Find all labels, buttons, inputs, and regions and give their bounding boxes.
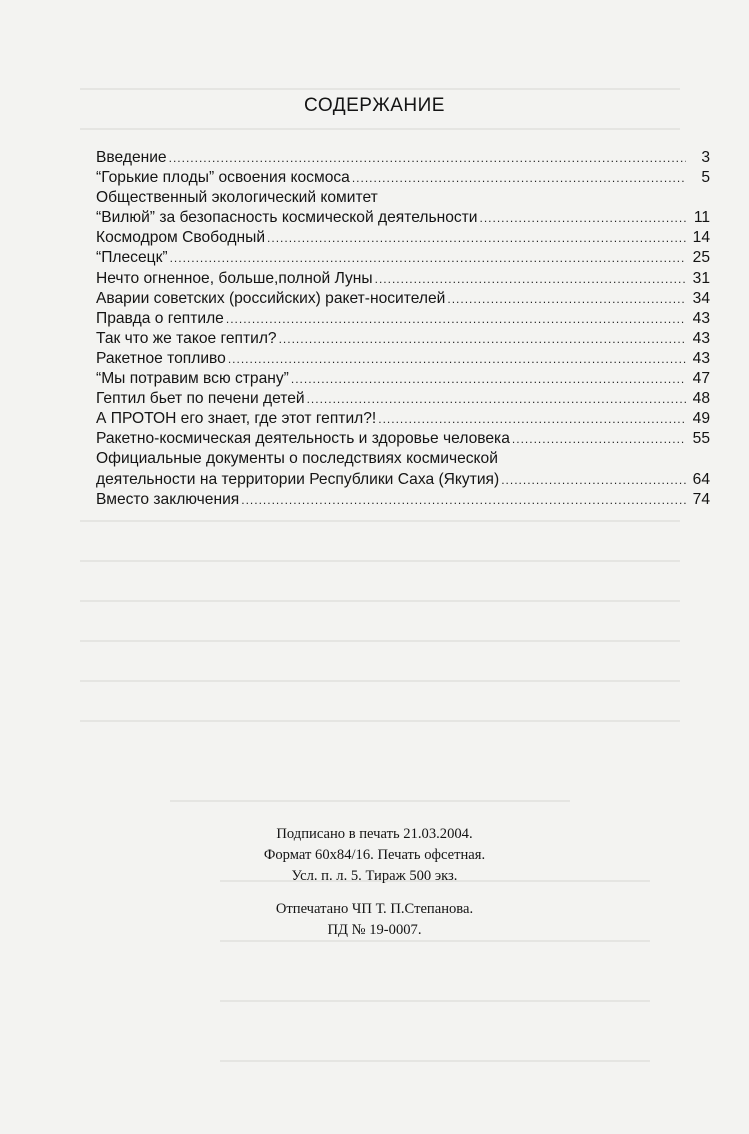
toc-page-number: 64 xyxy=(692,470,710,488)
toc-entry-title: Ракетное топливо xyxy=(96,349,226,367)
toc-leader-dots xyxy=(480,208,686,228)
toc-entry xyxy=(96,329,710,349)
toc-leader-dots xyxy=(228,349,686,369)
toc-leader-dots xyxy=(170,248,686,268)
toc-entry-title: Аварии советских (российских) ракет-носителей xyxy=(96,289,446,307)
toc-leader-dots xyxy=(169,148,686,168)
toc-leader-dots xyxy=(447,289,686,309)
bleed-through-line xyxy=(220,1060,650,1062)
bleed-through-line xyxy=(80,520,680,522)
toc-entry-title: Общественный экологический комитет xyxy=(96,189,378,207)
bleed-through-line xyxy=(80,640,680,642)
toc-entry-title: “Вилюй” за безопасность космической деятельности xyxy=(96,209,478,227)
toc-line xyxy=(96,389,710,409)
toc-entry xyxy=(96,490,710,510)
toc-page-number: 3 xyxy=(701,149,710,166)
toc-entry-title: “Горькие плоды” освоения космоса xyxy=(96,169,350,187)
toc-entry xyxy=(96,228,710,248)
toc-entry xyxy=(96,449,710,489)
toc-entry xyxy=(96,168,710,188)
toc-line xyxy=(96,228,710,248)
toc-leader-dots xyxy=(279,329,686,349)
table-of-contents xyxy=(96,148,710,510)
toc-entry-title: Космодром Свободный xyxy=(96,229,266,247)
toc-entry xyxy=(96,269,710,289)
toc-entry xyxy=(96,429,710,449)
toc-leader-dots xyxy=(267,228,686,248)
toc-line xyxy=(96,269,710,289)
toc-line xyxy=(96,349,710,369)
toc-page-number: 43 xyxy=(692,349,710,367)
toc-leader-dots xyxy=(226,309,686,329)
toc-line xyxy=(96,429,710,449)
toc-page-number: 43 xyxy=(692,329,710,347)
toc-entry xyxy=(96,188,710,228)
toc-leader-dots xyxy=(352,168,686,188)
bleed-through-line xyxy=(80,680,680,682)
toc-entry-title: “Мы потравим всю страну” xyxy=(96,370,289,388)
bleed-through-line xyxy=(80,560,680,562)
toc-entry-title: Вместо заключения xyxy=(96,490,240,508)
toc-leader-dots xyxy=(375,269,686,289)
toc-entry-title: Так что же такое гептил? xyxy=(96,329,277,347)
toc-title: СОДЕРЖАНИЕ xyxy=(304,95,445,116)
toc-entry-title: деятельности на территории Республики Саха (Якутия) xyxy=(96,470,500,488)
toc-line xyxy=(96,309,710,329)
toc-entry-title: Официальные документы о последствиях космической xyxy=(96,450,498,468)
toc-entry-title: Ракетно-космическая деятельность и здоровье человека xyxy=(96,430,510,448)
toc-leader-dots xyxy=(501,470,686,490)
toc-leader-dots xyxy=(291,369,686,389)
toc-entry xyxy=(96,349,710,369)
toc-entry xyxy=(96,409,710,429)
toc-leader-dots xyxy=(307,389,686,409)
toc-line xyxy=(96,470,710,490)
toc-page-number: 5 xyxy=(701,169,710,187)
imprint-block xyxy=(0,824,749,941)
toc-entry xyxy=(96,289,710,309)
toc-line xyxy=(96,329,710,349)
bleed-through-line xyxy=(80,720,680,722)
toc-entry-title: Правда о гептиле xyxy=(96,309,224,327)
toc-page-number: 14 xyxy=(692,229,710,247)
toc-entry-title: Введение xyxy=(96,149,167,166)
toc-leader-dots xyxy=(378,409,686,429)
imprint-volume: Усл. п. л. 5. Тираж 500 экз. xyxy=(291,868,458,884)
bleed-through-line xyxy=(220,1000,650,1002)
toc-entry xyxy=(96,309,710,329)
toc-line xyxy=(96,208,710,228)
toc-line xyxy=(96,188,710,208)
toc-line xyxy=(96,490,710,510)
toc-page-number: 48 xyxy=(692,390,710,408)
toc-page-number: 31 xyxy=(692,269,710,287)
toc-line xyxy=(96,168,710,188)
imprint-printed-by: Отпечатано ЧП Т. П.Степанова. xyxy=(275,901,474,917)
toc-entry xyxy=(96,248,710,268)
toc-page-number: 74 xyxy=(692,490,710,508)
toc-entry-title: “Плесецк” xyxy=(96,249,168,267)
bleed-through-line xyxy=(80,128,680,130)
toc-page-number: 47 xyxy=(692,370,710,388)
toc-line xyxy=(96,248,710,268)
bleed-through-line xyxy=(170,800,570,802)
imprint-license: ПД № 19-0007. xyxy=(327,922,422,938)
toc-page-number: 25 xyxy=(692,249,710,267)
toc-page-number: 34 xyxy=(692,289,710,307)
toc-line xyxy=(96,409,710,429)
toc-line xyxy=(96,148,710,168)
toc-entry xyxy=(96,369,710,389)
bleed-through-line xyxy=(80,600,680,602)
toc-entry-title: Нечто огненное, больше,полной Луны xyxy=(96,269,373,287)
toc-entry-title: А ПРОТОН его знает, где этот гептил?! xyxy=(96,410,377,428)
toc-entry-title: Гептил бьет по печени детей xyxy=(96,390,305,408)
imprint-format: Формат 60х84/16. Печать офсетная. xyxy=(263,847,486,863)
toc-line xyxy=(96,449,710,469)
toc-leader-dots xyxy=(241,490,686,510)
toc-entry xyxy=(96,148,710,168)
imprint-signed: Подписано в печать 21.03.2004. xyxy=(276,826,473,842)
toc-line xyxy=(96,369,710,389)
toc-leader-dots xyxy=(512,429,686,449)
toc-page-number: 11 xyxy=(693,209,710,227)
bleed-through-line xyxy=(80,88,680,90)
toc-page-number: 49 xyxy=(692,410,710,428)
toc-page-number: 55 xyxy=(692,430,710,448)
toc-page-number: 43 xyxy=(692,309,710,327)
toc-line xyxy=(96,289,710,309)
toc-entry xyxy=(96,389,710,409)
